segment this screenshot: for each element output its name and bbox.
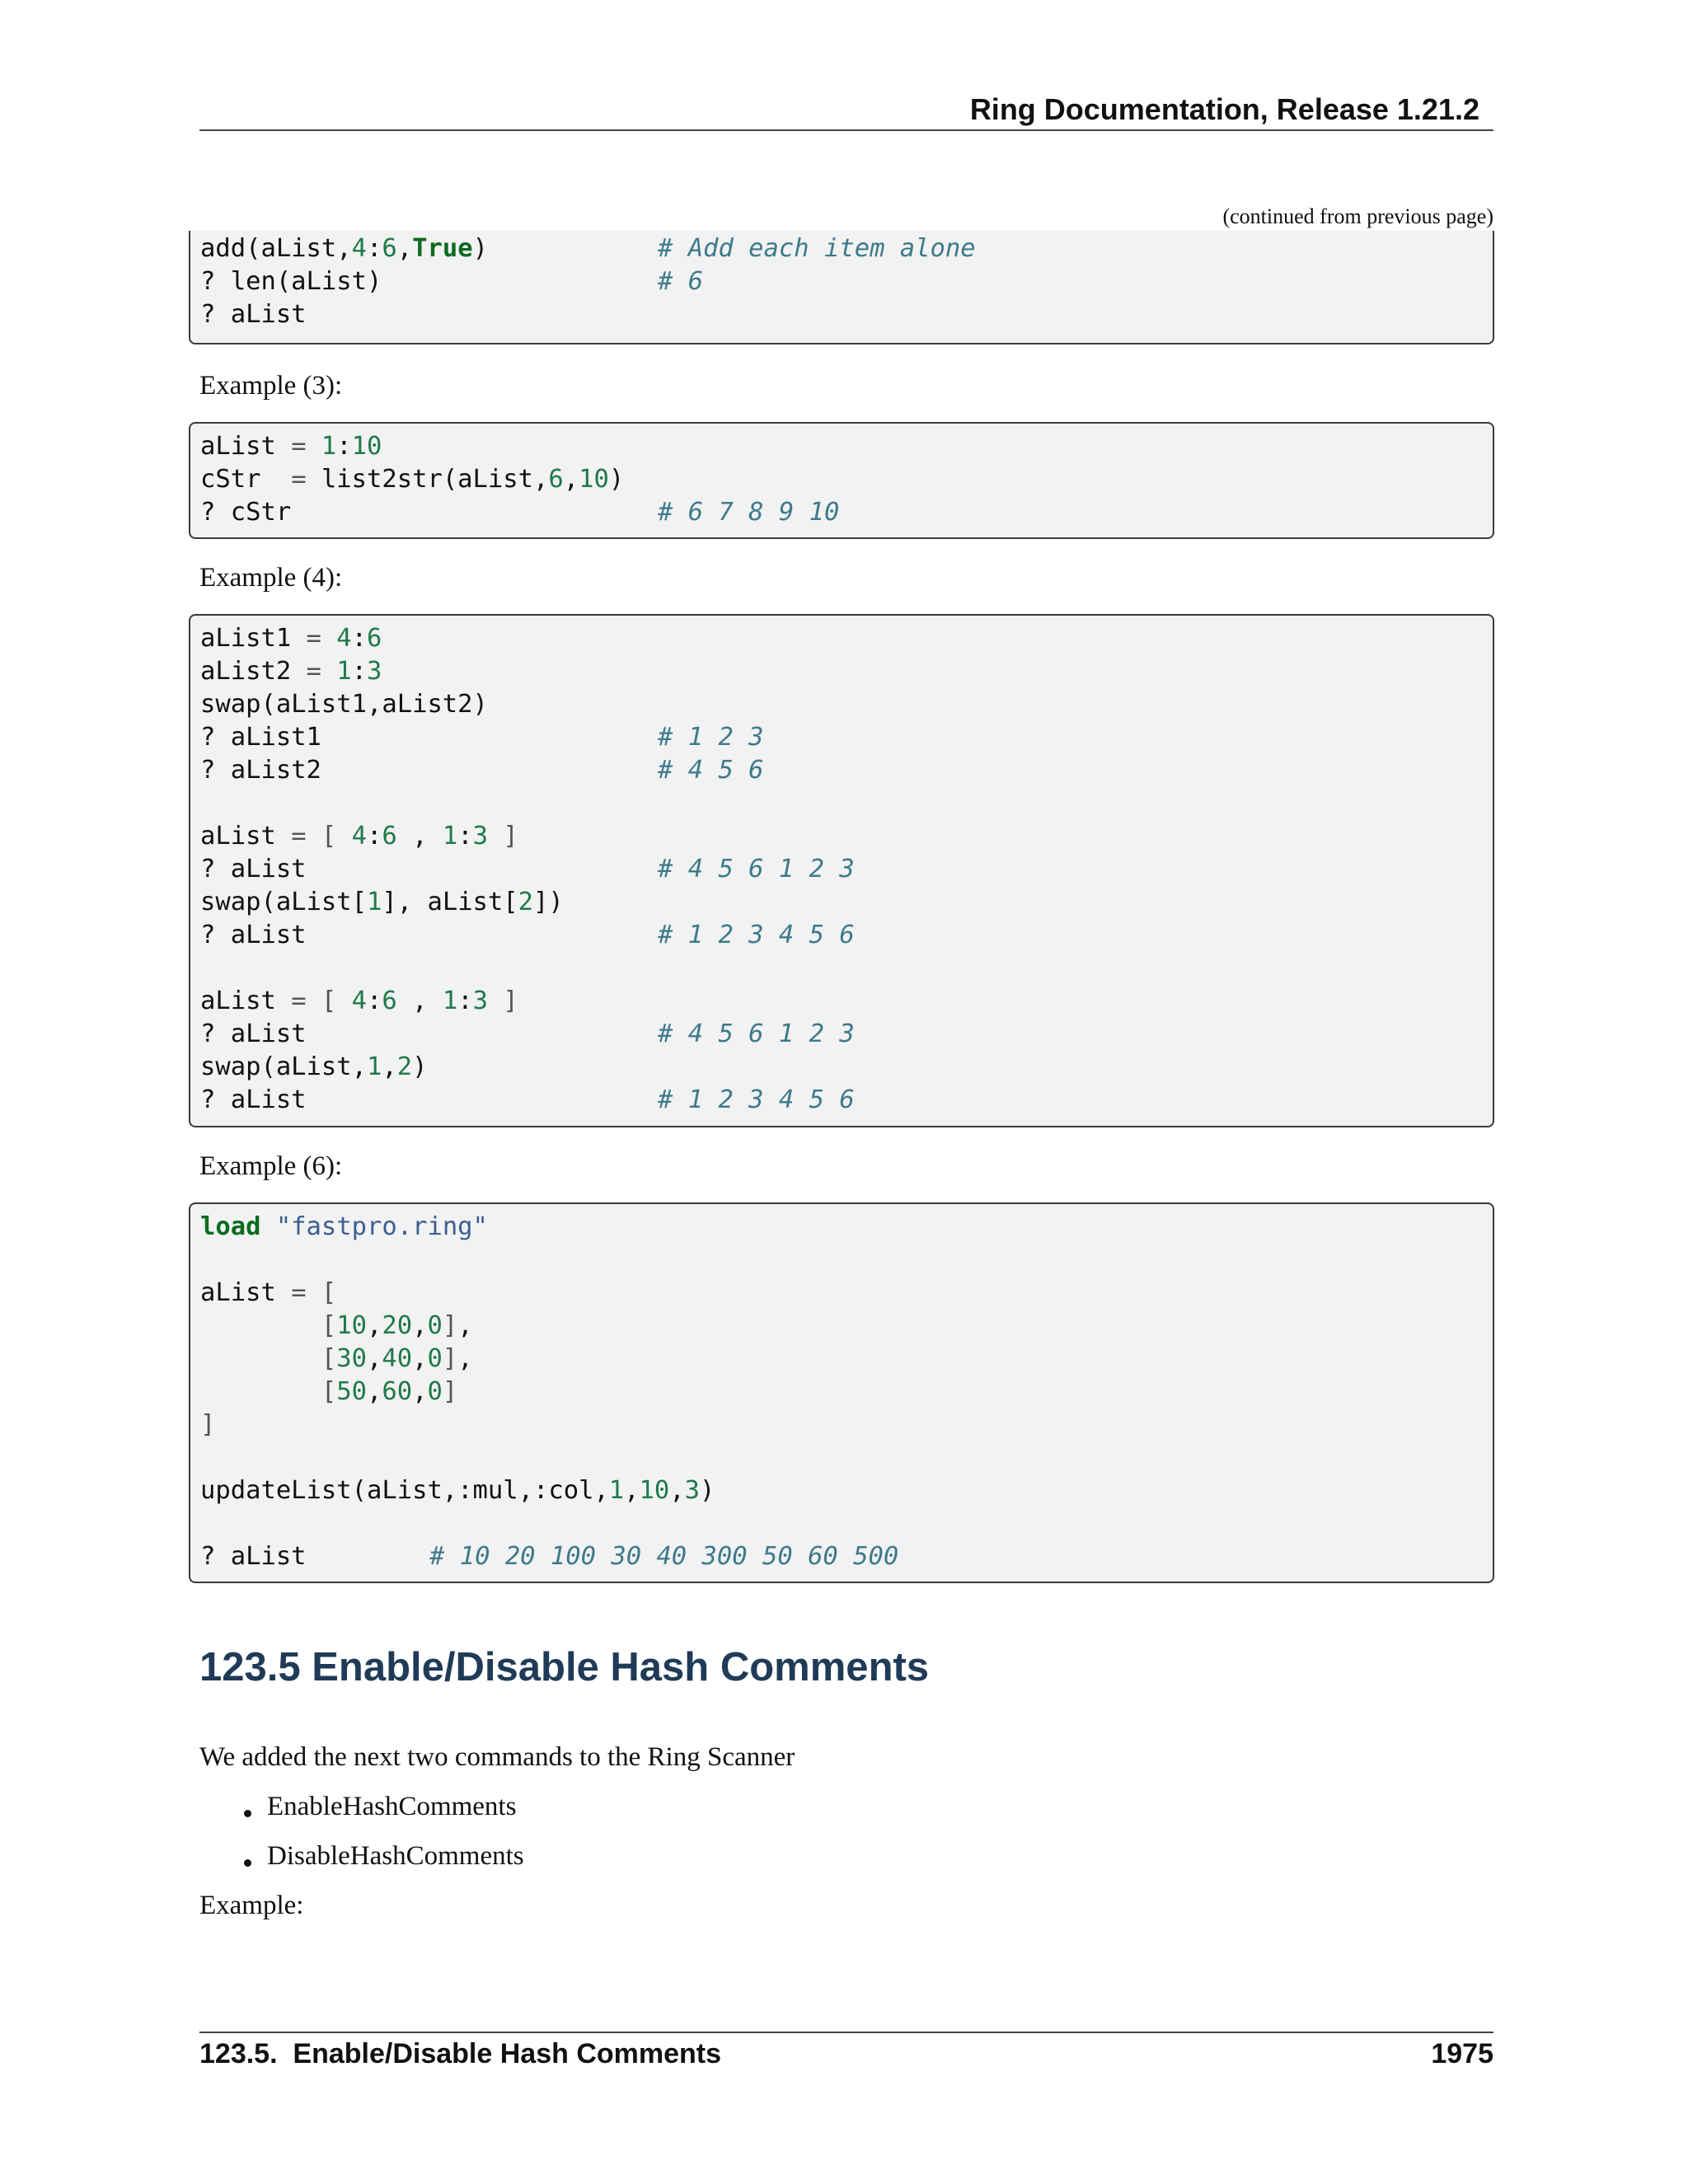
code-line: aList = 1:10 — [200, 432, 382, 461]
code-comment: # 4 5 6 1 2 3 — [658, 1019, 855, 1048]
code-line: swap(aList[1], aList[2]) — [200, 888, 564, 916]
code-line: swap(aList,1,2) — [200, 1052, 428, 1081]
example-label: Example (4): — [199, 563, 343, 593]
footer-rule — [199, 2032, 1493, 2033]
code-line: swap(aList1,aList2) — [200, 690, 488, 719]
code-block-continued — [189, 231, 1494, 344]
code-line: ? aList — [200, 855, 307, 883]
example-label: Example (3): — [199, 371, 343, 401]
code-block-example4 — [189, 614, 1494, 1127]
footer-section: 123.5. Enable/Disable Hash Comments — [199, 2038, 722, 2069]
code-line: [10,20,0], — [321, 1311, 473, 1340]
code-line: [50,60,0] — [321, 1377, 458, 1406]
code-line: ? aList — [200, 921, 307, 949]
header-rule — [199, 129, 1493, 131]
code-line: ? cStr — [200, 498, 292, 527]
bullet-item: EnableHashComments — [267, 1792, 517, 1821]
code-comment: # 6 — [658, 267, 704, 296]
code-line: ] — [200, 1410, 216, 1439]
section-intro: We added the next two commands to the Ring Scanner — [199, 1742, 795, 1772]
running-header: Ring Documentation, Release 1.21.2 — [969, 92, 1479, 126]
code-comment: # 1 2 3 4 5 6 — [658, 921, 855, 949]
code-comment: # 4 5 6 — [658, 756, 764, 785]
bullet-item: DisableHashComments — [267, 1841, 524, 1871]
code-comment: # 1 2 3 4 5 6 — [658, 1085, 855, 1114]
continued-note: (continued from previous page) — [1222, 204, 1493, 228]
code-comment: # 4 5 6 1 2 3 — [658, 855, 855, 883]
code-line: aList = [ 4:6 , 1:3 ] — [200, 822, 518, 851]
code-comment: # Add each item alone — [658, 234, 976, 263]
code-line: aList2 = 1:3 — [200, 657, 382, 686]
page-number: 1975 — [1431, 2038, 1493, 2069]
code-line: aList1 = 4:6 — [200, 624, 382, 653]
code-line: load "fastpro.ring" — [200, 1212, 488, 1241]
code-line: updateList(aList,:mul,:col,1,10,3) — [200, 1476, 715, 1505]
code-block-example6 — [189, 1202, 1494, 1583]
code-line: ? aList — [200, 1085, 307, 1114]
code-comment: # 6 7 8 9 10 — [658, 498, 840, 527]
code-line: ? len(aList) — [200, 267, 382, 296]
code-line: add(aList,4:6,True) — [200, 234, 488, 263]
example-label: Example: — [199, 1891, 304, 1920]
code-block-example3 — [189, 422, 1494, 539]
code-line: aList = [ 4:6 , 1:3 ] — [200, 987, 518, 1015]
code-line: [30,40,0], — [321, 1344, 473, 1373]
code-comment: # 10 20 100 30 40 300 50 60 500 — [429, 1542, 899, 1571]
code-line: ? aList1 — [200, 723, 321, 752]
bullet-icon — [244, 1810, 251, 1817]
code-comment: # 1 2 3 — [658, 723, 764, 752]
code-line: ? aList2 — [200, 756, 321, 785]
code-line: ? aList — [200, 1542, 307, 1571]
bullet-icon — [244, 1859, 251, 1867]
code-line: ? aList — [200, 300, 307, 329]
section-heading: 123.5 Enable/Disable Hash Comments — [199, 1645, 930, 1690]
code-line: aList = [ — [200, 1278, 337, 1307]
code-line: ? aList — [200, 1019, 307, 1048]
example-label: Example (6): — [199, 1151, 343, 1181]
code-line: cStr = list2str(aList,6,10) — [200, 465, 625, 494]
